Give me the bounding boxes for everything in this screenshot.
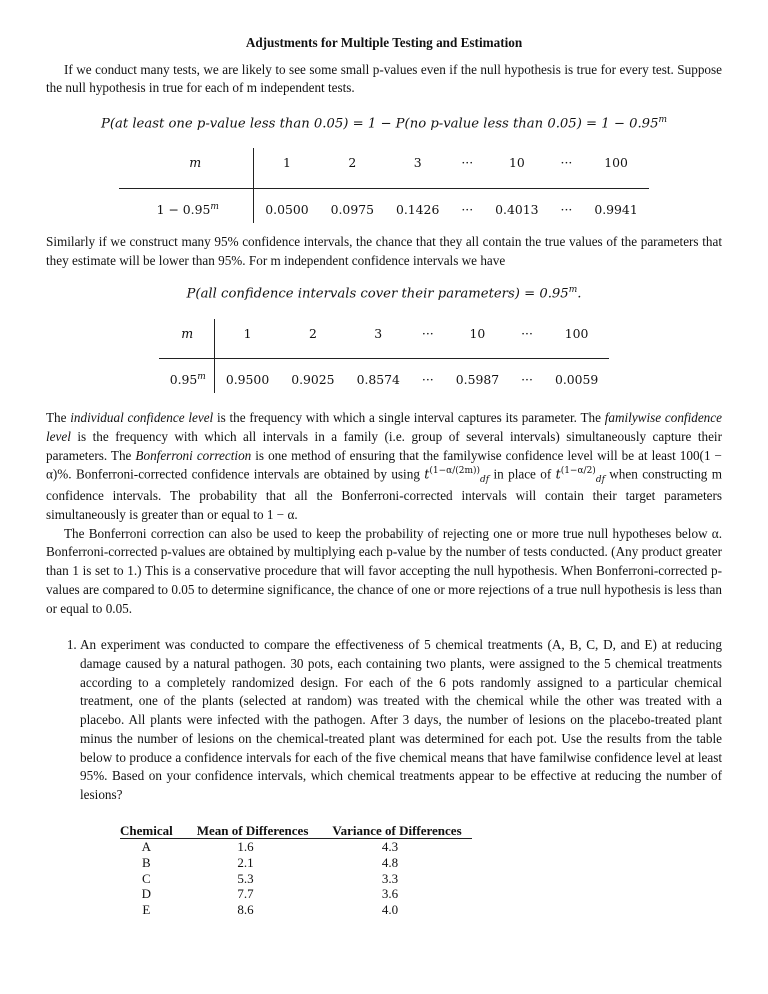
text-run: when constructing m confidence intervals. The probability that all the Bonferroni-corrected intervals will contain their target parameters simultaneously is greater than or equal to 1 − α. — [46, 466, 723, 522]
table-cell: 3 — [385, 148, 450, 188]
t-superscript: (1−α/(2m)) — [429, 466, 481, 477]
table-cell: 0.9025 — [291, 372, 335, 388]
column-header: Variance of Differences — [318, 823, 471, 839]
text-run: is the frequency with which a single interval captures its parameter. The — [213, 410, 605, 426]
table-row — [120, 855, 472, 871]
table-cell: 4.3 — [381, 839, 399, 855]
table-row — [120, 871, 472, 887]
table-cell: 1.6 — [237, 839, 254, 855]
table-value-row — [159, 359, 610, 393]
table-cell: 0.8574 — [356, 372, 400, 388]
equation-exponent: m — [658, 115, 668, 126]
chemical-data-table — [120, 823, 472, 918]
table-cell: ··· — [521, 372, 533, 388]
table-cell: 3.6 — [381, 886, 399, 902]
table-cell: 7.7 — [237, 886, 254, 902]
table-cell: 10 — [484, 148, 549, 188]
table-header-row — [159, 319, 610, 359]
table-cell: 1 — [214, 319, 280, 359]
equation-exponent: m — [568, 285, 578, 296]
intro-paragraph: If we conduct many tests, we are likely to see some small p-values even if the null hypothesis is true for every test. Suppose the null hypothesis in true for each of m independent tests. — [46, 61, 722, 96]
table-cell: 0.4013 — [495, 202, 539, 218]
document-page — [46, 34, 722, 917]
row-label-coverage — [159, 359, 215, 393]
row-label-exponent: m — [197, 372, 206, 383]
row-label-exponent: m — [210, 202, 219, 213]
equation-period: . — [577, 286, 582, 302]
equation-all-cover — [46, 284, 722, 304]
text-run: in place of — [489, 466, 556, 482]
problem-item — [80, 636, 722, 917]
problem-list — [46, 636, 722, 917]
table-cell: 2.1 — [237, 855, 254, 871]
table-cell: 0.5987 — [455, 372, 500, 388]
equation-text: P(at least one p-value less than 0.05) = 1 − P(no p-value less than 0.05) = 1 − 0.95 — [100, 116, 659, 132]
term-familywise-confidence: familywise confidence level — [46, 410, 722, 444]
table-cell: 1 — [254, 148, 320, 188]
column-header: Chemical — [120, 823, 183, 839]
table-cell: 0.0975 — [330, 202, 374, 218]
table-cell: E — [142, 901, 151, 917]
table-cell: 4.0 — [381, 901, 399, 917]
table-cell: 3 — [346, 319, 411, 359]
table-cell: ··· — [560, 202, 573, 218]
table-cell: C — [142, 870, 151, 886]
table-cell: ··· — [550, 148, 584, 188]
table-row — [120, 839, 472, 855]
table-value-row — [119, 189, 648, 223]
bonferroni-paragraph — [46, 409, 722, 524]
table-cell: D — [141, 886, 152, 902]
table-cell: A — [141, 839, 152, 855]
equation-text: P(all confidence intervals cover their parameters) = 0.95 — [186, 286, 569, 302]
table-cell: 0.0059 — [554, 372, 599, 388]
table-cell: 0.9941 — [594, 202, 638, 218]
confidence-intervals-paragraph: Similarly if we construct many 95% confidence intervals, the chance that they all contain the true values of the parameters that they estimate will be lower than 95%. For m independent confidence intervals we have — [46, 233, 722, 268]
row-label-text: 1 − 0.95 — [156, 202, 211, 218]
text-run: is one method of ensuring that the familywise confidence level will be at least 100(1 − α)%. Bonferroni-corrected confidence intervals are obtained by using — [46, 447, 722, 482]
text-run: The — [46, 410, 71, 426]
table-cell: ··· — [411, 319, 445, 359]
text-run: is the frequency with which all intervals in a family (i.e. group of several intervals) simultaneously capture their parameters. The — [46, 428, 722, 463]
table-cell: 8.6 — [237, 901, 254, 917]
table-cell: ··· — [461, 202, 474, 218]
row-label-m: m — [119, 148, 253, 188]
table-cell: 2 — [320, 148, 385, 188]
table-header-row — [119, 148, 648, 188]
table-cell: 100 — [583, 148, 648, 188]
row-label-m: m — [159, 319, 215, 359]
table-cell: ··· — [450, 148, 484, 188]
table-row — [120, 902, 472, 918]
term-individual-confidence: individual confidence level — [70, 410, 214, 426]
t-quantile-standard: t — [555, 466, 561, 482]
table-cell: 0.0500 — [265, 202, 309, 218]
table-header-row — [120, 823, 472, 839]
table-cell: 100 — [544, 319, 609, 359]
t-quantile-bonferroni: t — [424, 466, 430, 482]
table-cell: ··· — [421, 372, 434, 388]
row-label-prob — [119, 189, 253, 223]
table-cell: 10 — [445, 319, 510, 359]
table-cell: ··· — [510, 319, 544, 359]
t-superscript: (1−α/2) — [560, 466, 596, 477]
equation-at-least-one — [46, 114, 722, 134]
problem-text: An experiment was conducted to compare the effectiveness of 5 chemical treatments (A, B, C, D, and E) at reducing damage caused by a natural pathogen. 30 pots, each containing two plants, were assigned to the 5 chemical treatments according to a completely randomized design. For each of the 6 pots randomly assigned to a particular chemical treatment, one of the plants (selected at random) was treated with the chemical while the other was treated with a placebo. All plants were infected with the pathogen. After 3 days, the number of lesions on the placebo-treated plant minus the number of lesions on the chemical-treated plant was determined for each pot. Use the results from the table below to produce a confidence intervals for each of the five chemical means that have familwise confidence level at least 95%. Based on your confidence intervals, which chemical treatments appear to be effective at reducing the number of lesions? — [80, 637, 722, 803]
bonferroni-pvalue-paragraph: The Bonferroni correction can also be used to keep the probability of rejecting one or more true null hypotheses below α. Bonferroni-corrected p-values are obtained by multiplying each p-value by the number of tests conducted. (Any product greater than 1 is set to 1.) This is a conservative procedure that will favor accepting the null hypothesis. When Bonferroni-corrected p-values are compared to 0.05 to determine significance, the chance of one or more rejections of a true null hypothesis is less than or equal to 0.05. — [46, 525, 722, 616]
term-bonferroni-correction: Bonferroni correction — [135, 447, 252, 463]
table-cell: 0.1426 — [395, 202, 440, 218]
page-title: Adjustments for Multiple Testing and Estimation — [245, 35, 523, 50]
table-cell: 3.3 — [381, 870, 399, 886]
table-cell: 5.3 — [237, 870, 254, 886]
table-cell: 2 — [280, 319, 345, 359]
table-cell: 0.9500 — [225, 372, 270, 388]
pvalue-probability-table — [119, 148, 648, 223]
table-row — [120, 886, 472, 902]
coverage-probability-table — [159, 319, 610, 394]
row-label-text: 0.95 — [169, 372, 198, 388]
t-subscript: df — [595, 475, 605, 486]
table-cell: B — [142, 855, 151, 871]
table-cell: 4.8 — [381, 855, 399, 871]
t-subscript: df — [480, 475, 490, 486]
column-header: Mean of Differences — [183, 823, 319, 839]
